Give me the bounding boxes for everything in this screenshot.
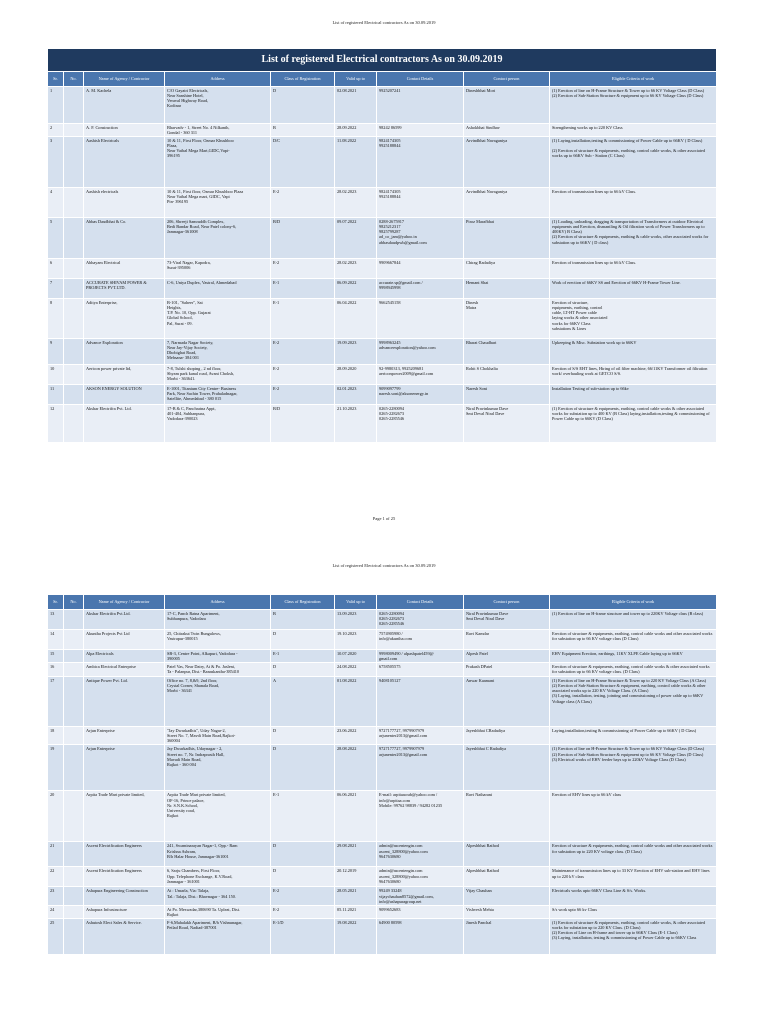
cell-class: E-1/D <box>271 918 335 954</box>
cell-contact: 99249 33248 vijaychauhan8572@gmail.com, info@ashapuragroup.net <box>377 887 464 905</box>
cell-person: Piroz Marafbhai <box>464 218 550 259</box>
cell-contact: 9099097799 naresh.soni@aksonenergy.in <box>377 385 464 405</box>
table-row <box>48 87 717 124</box>
cell-person: Jinesh Panchal <box>464 918 550 954</box>
cell-person: Ravi Natharani <box>464 791 550 842</box>
table-row <box>48 745 717 791</box>
cell-name: Arjun Enterprise <box>84 745 165 791</box>
cell-criteria: (1) Erection of line on H-Frame Structure & Tower up to 66 KV Voltage Class (D Class) (2) Erection of Sub-Station Structure & equipment up to 66 KV Voltage Class (D Class) (3) Electrical works of EHV feeder bays up to 220kV Voltage Class (D Class) <box>550 745 717 791</box>
cell-class: B/D <box>271 405 335 443</box>
cell-no <box>64 663 84 677</box>
cell-valid: 13.09.2023 <box>335 610 377 630</box>
cell-class: B <box>271 124 335 137</box>
cell-sr: 5 <box>48 218 64 259</box>
cell-name: Arpita Trade Mart private limited, <box>84 791 165 842</box>
cell-address: Jay Dwarkadhis, Udaynagar - 2, Street no. 7, Nr. Indraprasth Hall, Mavadi Main Road, Rajkot - 360 004 <box>165 745 271 791</box>
cell-valid: 28.05.2021 <box>335 887 377 905</box>
column-header-row <box>48 72 717 87</box>
cell-person: Arvindbhai Navaganiya <box>464 137 550 188</box>
cell-person: Alpeshbhai Rathod <box>464 842 550 867</box>
cell-address: Office no. 7, 8,&9, 2nd floor, Crystal Corner, Shanala Road, Morbi - 36341 <box>165 677 271 727</box>
cell-no <box>64 259 84 279</box>
table-row <box>48 218 717 259</box>
cell-name: Ambica Electrical Enterprise <box>84 663 165 677</box>
cell-address: C-6, Uniya Duplex, Vastral, Ahmedabad <box>165 279 271 299</box>
cell-contact: 92-9980313, 9925209681 aericonpower2009@gmail.com <box>377 365 464 385</box>
cell-address: C/O Gayatri Electricals, Near Sanshine Hotel, Veraval Highway Road, Kodinar <box>165 87 271 124</box>
table-row <box>48 385 717 405</box>
column-header-criteria: Eligible Criteria of work <box>550 595 717 610</box>
table-row <box>48 663 717 677</box>
cell-class: A <box>271 677 335 727</box>
cell-criteria: Erection of structure & equipments, earthing, control cable works and other associated works for substation up to 220 KV voltage class. (D Class) <box>550 842 717 867</box>
cell-name: Ascent Electrification Engineers <box>84 842 165 867</box>
cell-contact: 9408105127 <box>377 677 464 727</box>
column-header-contact: Contact Details <box>377 72 464 87</box>
cell-name: Akuntha Projects Pvt Ltd <box>84 630 165 650</box>
column-header-name: Name of Agency / Contractor <box>84 72 165 87</box>
cell-name: Ashapura Engineering Construction <box>84 887 165 905</box>
cell-name: Ashutosh Elect Sales & Service. <box>84 918 165 954</box>
cell-address: At : Umarla, Via: Talaja, Tal.: Talaja, Dist.: Bhavnagar - 364 150. <box>165 887 271 905</box>
cell-person: Alpesh Patel <box>464 650 550 663</box>
cell-person: Alpeshbhai Rathod <box>464 867 550 887</box>
cell-sr: 6 <box>48 259 64 279</box>
column-header-no: No. <box>64 595 84 610</box>
page-header-2: List of registered Electrical contractors As on 30.09.2019 <box>332 563 436 568</box>
column-header-no: No. <box>64 72 84 87</box>
column-header-class: Class of Registration <box>271 595 335 610</box>
cell-valid: 09.07.2022 <box>335 218 377 259</box>
cell-person: Vijay Chauhan <box>464 887 550 905</box>
cell-sr: 14 <box>48 630 64 650</box>
cell-valid: 29.08.2021 <box>335 842 377 867</box>
cell-no <box>64 279 84 299</box>
cell-no <box>64 745 84 791</box>
table-row <box>48 279 717 299</box>
column-header-criteria: Eligible Criteria of work <box>550 72 717 87</box>
cell-contact: E-mail: arpitaacrab@yahoo.com / info@arpitaa.com Mobile: 99762 98839 / 94282 01235 <box>377 791 464 842</box>
column-header-valid: Valid up to <box>335 72 377 87</box>
cell-name: AKSON ENERGY SOLUTION <box>84 385 165 405</box>
cell-person: Dinesh Matra <box>464 299 550 339</box>
cell-criteria: (1) Erection of line on H-Frame Structure & Tower up to 66 KV Voltage Class (D Class) (2) Erection of Sub-Station Structure & equipment up to 66 KV Voltage Class (D Class) <box>550 87 717 124</box>
table-row <box>48 867 717 887</box>
cell-contact: 9662545158 <box>377 299 464 339</box>
cell-criteria: (1) Loading, unloading, dragging & transportation of Transformers at outdoor Electrical equipments and Erection, dismantling & Oil filtration work of Power Transformers up to 400KV) B Class) (2) Erection of structure & equipments, earthing & cable works, other associated works for substation up to 66KV ( D class) <box>550 218 717 259</box>
cell-sr: 9 <box>48 339 64 365</box>
cell-criteria: Erection of transmission lines up to 66 kV Class. <box>550 188 717 218</box>
cell-valid: 02.08.2021 <box>335 87 377 124</box>
column-header-address: Address <box>165 595 271 610</box>
cell-sr: 2 <box>48 124 64 137</box>
cell-class: D <box>271 867 335 887</box>
cell-contact: 98242 86599 <box>377 124 464 137</box>
cell-address: 7-8, Tulshi shoping , 2 nd floor, Shyam park kanal road, Avani Choksh, Morbi - 363641. <box>165 365 271 385</box>
cell-address: Bharvadv - 1, Street No. 4 Nilkanth, Gondal - 360 311 <box>165 124 271 137</box>
cell-valid: 24.08.2022 <box>335 663 377 677</box>
cell-sr: 3 <box>48 137 64 188</box>
column-header-row <box>48 595 717 610</box>
cell-criteria: Maintenance of transmission lines up to 33 KV Erection of EHV sub-station and EHV lines up to 220 kV class <box>550 867 717 887</box>
cell-name: Ascent Electrification Engineers <box>84 867 165 887</box>
cell-contact: 9998963245 advanceexploration@yahoo.com <box>377 339 464 365</box>
cell-person: Prakash DPatel <box>464 663 550 677</box>
cell-name: Aericon power private ltd, <box>84 365 165 385</box>
cell-contact: 9727177727, 9979907979 arjunenter2013@gmail.com <box>377 727 464 745</box>
column-header-person: Contact person <box>464 72 550 87</box>
column-header-sr: Sr. <box>48 595 64 610</box>
cell-name: Aashish electricals <box>84 188 165 218</box>
cell-person: Bharat Chaudhari <box>464 339 550 365</box>
cell-class: D/C <box>271 137 335 188</box>
cell-name: A. M. Kachela <box>84 87 165 124</box>
cell-criteria: (1) Erection of structure & equipments, earthing, control cable works, & other associated works for substation up to 220 KV Class. (D Class) (2) Erection of Line on H-frame and tower up to 66KV Class (E-1 Class) (3) Laying, installation, testing & commissioning of Power Cable up to 66KV Class <box>550 918 717 954</box>
cell-contact: 9099652683 <box>377 905 464 918</box>
cell-criteria: Strengthening works up to 220 KV Class <box>550 124 717 137</box>
cell-no <box>64 791 84 842</box>
cell-criteria: (1) Laying,installation,testing & commissioning of Power Cable up to 66KV ( D Class) (2) Erection of structure & equipments, earthing, control cable works, & other associated works up to 66KV Sub - Station (C Class) <box>550 137 717 188</box>
table-row <box>48 905 717 918</box>
column-header-contact: Contact Details <box>377 595 464 610</box>
cell-no <box>64 218 84 259</box>
cell-sr: 15 <box>48 650 64 663</box>
cell-address: 17-C, Panch Ratna Apartment, Subhanpura, Vadodara <box>165 610 271 630</box>
cell-no <box>64 650 84 663</box>
cell-class: D <box>271 727 335 745</box>
cell-contact: 0265-2280094 0265-2282673 0265-2285546 <box>377 405 464 443</box>
cell-no <box>64 630 84 650</box>
cell-contact: 9998009490 / alpashpatel459@ gmail.com <box>377 650 464 663</box>
cell-contact: accurate.sp@gmail.com / 9998945998 <box>377 279 464 299</box>
cell-address: At Po. Meswadar,380690 Ta. Upleat, Dist. Rajkot <box>165 905 271 918</box>
cell-contact: 0265-2280094 0265-2282673 0265-2285546 <box>377 610 464 630</box>
cell-no <box>64 887 84 905</box>
cell-class: D <box>271 87 335 124</box>
cell-contact: 0288-2675917 9825212317 9825799287 ad_co_jam@yahoo.in abbasdaudpwb@gmail.com <box>377 218 464 259</box>
column-header-sr: Sr. <box>48 72 64 87</box>
cell-no <box>64 299 84 339</box>
table-row <box>48 339 717 365</box>
cell-contact: 9925207241 <box>377 87 464 124</box>
table-row <box>48 791 717 842</box>
table-row <box>48 677 717 727</box>
cell-sr: 11 <box>48 385 64 405</box>
cell-class: D <box>271 663 335 677</box>
cell-criteria: Installation Testing of sub-station up to 66kv <box>550 385 717 405</box>
cell-sr: 10 <box>48 365 64 385</box>
cell-contact: 9824174305 9925188844 <box>377 188 464 218</box>
table-row <box>48 188 717 218</box>
table-row <box>48 259 717 279</box>
cell-person: Ravi Kamdar <box>464 630 550 650</box>
cell-no <box>64 87 84 124</box>
cell-address: 73-Viral Nagar, Kapodra, Surat-395006 <box>165 259 271 279</box>
cell-sr: 20 <box>48 791 64 842</box>
cell-class: E-2 <box>271 385 335 405</box>
cell-valid: 28.02.2023 <box>335 188 377 218</box>
cell-class: E-1 <box>271 650 335 663</box>
table-row <box>48 137 717 188</box>
cell-address: 206, Shreeji Samruddh Complex, Bedi Bandar Road, Near Patel colony-6, Jamnagar-361008 <box>165 218 271 259</box>
cell-no <box>64 867 84 887</box>
cell-address: F-6,Mahalakh Apartment, B/h Vishnunagar, Petlad Road, Nadiad-387001 <box>165 918 271 954</box>
cell-name: Abhayam Electrical <box>84 259 165 279</box>
cell-class: E-2 <box>271 905 335 918</box>
cell-address: E-1001, Titanium City Centre- Business Park, Near Sachin Tower, Prahaladnagar, Satellite, Ahmedabad - 380 015 <box>165 385 271 405</box>
cell-person: Arvindbhai Navaganiya <box>464 188 550 218</box>
cell-valid: 19.08.2022 <box>335 918 377 954</box>
cell-sr: 18 <box>48 727 64 745</box>
column-header-valid: Valid up to <box>335 595 377 610</box>
cell-no <box>64 610 84 630</box>
cell-valid: 01.08.2022 <box>335 677 377 727</box>
cell-person: Chirag Radadiya <box>464 259 550 279</box>
page-header-1: List of registered Electrical contractors As on 30.09.2019 <box>332 20 436 25</box>
cell-valid: 20.12.2019 <box>335 867 377 887</box>
cell-contact: admin@ascentengin.com ascent_328800@yahoo.com 9647630680 <box>377 867 464 887</box>
cell-person: Niral Pravinkumar Dave Smt Deval Niral Dave <box>464 405 550 443</box>
table-row <box>48 650 717 663</box>
cell-sr: 25 <box>48 918 64 954</box>
cell-criteria: (1) Erection of line on H-Frame Structure & Tower up to 220 KV Voltage Class (A Class) (2) Erection of Sub-Station Structure & equipment, earthing, control cable works & other associated works up to 220 KV Voltage Class. (A Class) (3) Laying, installation, testing, jointing and commissioning of power cable up to 66KV Voltage class (A Class) <box>550 677 717 727</box>
cell-valid: 19.09.2023 <box>335 339 377 365</box>
cell-valid: 28.09.2022 <box>335 124 377 137</box>
cell-sr: 16 <box>48 663 64 677</box>
cell-valid: 28.08.2022 <box>335 745 377 791</box>
table-row <box>48 887 717 905</box>
cell-sr: 19 <box>48 745 64 791</box>
cell-class: E-2 <box>271 339 335 365</box>
cell-name: ACCURATE SHIVAM POWER & PROJECTS PVT.LTD. <box>84 279 165 299</box>
cell-sr: 1 <box>48 87 64 124</box>
cell-sr: 24 <box>48 905 64 918</box>
cell-sr: 21 <box>48 842 64 867</box>
cell-person: Hemant Shai <box>464 279 550 299</box>
cell-class: E-1 <box>271 279 335 299</box>
cell-person: Niral Pravinkumar Dave Smt Deval Niral Dave <box>464 610 550 630</box>
cell-criteria: Erection of structure, equipments, earthing, control cable, LT-HT Power cable laying works & other associated works for 66KV Class substations & Lines <box>550 299 717 339</box>
cell-person: Jayeshbhai C Radadiya <box>464 745 550 791</box>
cell-sr: 12 <box>48 405 64 443</box>
cell-name: Akshar Electrifra Pvt. Ltd. <box>84 405 165 443</box>
table-row <box>48 630 717 650</box>
cell-name: Aditya Enterprise, <box>84 299 165 339</box>
cell-class: E-2 <box>271 887 335 905</box>
cell-criteria: Erection of S/S EHT lines, Hiring of oil filter machine, 66/11KV Transformer oil filtration work/ overhauling work at GETCO S/S. <box>550 365 717 385</box>
cell-criteria: (1) Erection of structure & equipments, earthing, control cable works & other associated works for substation up to 400 KV (B Class) laying,installation,testing & commissioning of Power Cable up to 66KV (D Class) <box>550 405 717 443</box>
cell-name: Arjun Enterprise <box>84 727 165 745</box>
cell-person: Vishvesh Mehta <box>464 905 550 918</box>
cell-valid: 02.01.2023 <box>335 385 377 405</box>
cell-valid: 06.06.2021 <box>335 791 377 842</box>
contractors-table-page-1 <box>47 48 717 443</box>
cell-no <box>64 677 84 727</box>
cell-address: Arpita Trade Mart private limited, OF-16, Prince palace, Nr. S.N.K.School, University road, Rajkot <box>165 791 271 842</box>
cell-criteria: Erection of transmission lines up to 66 kV Class. <box>550 259 717 279</box>
cell-person: Jayeshbhai CRadadiya <box>464 727 550 745</box>
cell-person: Rohit S Chokhalia <box>464 365 550 385</box>
cell-person: Ashokbhai Sindhav <box>464 124 550 137</box>
cell-class: B/D <box>271 218 335 259</box>
cell-address: 6, Sarju Chambers, First Floor, Opp. Telephone Exchange, K.V.Road, Jamnagar - 361001 <box>165 867 271 887</box>
cell-person: Dineshbhai Mori <box>464 87 550 124</box>
cell-address: 241, Swaminarayan Nagar-1, Opp.- Ram Krishna Ashram, B/h Halar House, Jamnagar-361001 <box>165 842 271 867</box>
contractors-table-page-2 <box>47 594 717 955</box>
cell-name: Aashish Electricals <box>84 137 165 188</box>
cell-class: E-1 <box>271 791 335 842</box>
cell-valid: 11.08.2022 <box>335 137 377 188</box>
cell-address: 17-B & C, Panchratna Appt, 401-404, Subhanpura, Vadodara-390023 <box>165 405 271 443</box>
column-header-address: Address <box>165 72 271 87</box>
cell-valid: 23.06.2022 <box>335 727 377 745</box>
cell-valid: 28.09.2020 <box>335 365 377 385</box>
cell-no <box>64 339 84 365</box>
cell-no <box>64 918 84 954</box>
cell-sr: 7 <box>48 279 64 299</box>
table-row <box>48 405 717 443</box>
cell-no <box>64 124 84 137</box>
cell-address: 7, Narmada Nagar Society, Near Jay-Vijay Society, Dhobighat Road, Mehsana- 384 001 <box>165 339 271 365</box>
cell-name: Advance Exploration <box>84 339 165 365</box>
cell-name: A. F. Construction <box>84 124 165 137</box>
cell-contact: 7574905980 / info@akuntha.com <box>377 630 464 650</box>
table-row <box>48 727 717 745</box>
cell-no <box>64 405 84 443</box>
table-row <box>48 610 717 630</box>
cell-valid: 28.02.2023 <box>335 259 377 279</box>
cell-sr: 13 <box>48 610 64 630</box>
cell-no <box>64 365 84 385</box>
cell-criteria: Erection of structure & equipments, earthing, control cable works and other associated works for substation up to 66 KV voltage class (D Class) <box>550 630 717 650</box>
cell-address: 10 & 11, First floor, Ozmar Khushboo Plaza Near Vaibal Mega mart, GIDC, Vapi Pin- 396195 <box>165 188 271 218</box>
cell-sr: 4 <box>48 188 64 218</box>
cell-person: Anwar Kaamani <box>464 677 550 727</box>
page-footer: Page 1 of 25 <box>372 516 396 521</box>
cell-criteria: (1) Erection of line on H-frame structure and tower up to 220KV Voltage class (B class) <box>550 610 717 630</box>
cell-criteria: EHV Equipment Erection, earthings, 11KV XLPE Cable laying up to 66KV <box>550 650 717 663</box>
cell-criteria: Erection of structure & equipments, earthing, control cable works & other associated works for substation up to 66 KV voltage class. (D Class) <box>550 663 717 677</box>
table-title: List of registered Electrical contractors As on 30.09.2019 <box>48 49 717 72</box>
cell-valid: 10.07.2020 <box>335 650 377 663</box>
cell-contact: 9727177727, 9979907979 arjunenter2013@gmail.com <box>377 745 464 791</box>
cell-no <box>64 727 84 745</box>
cell-contact: 9909667844 <box>377 259 464 279</box>
cell-sr: 23 <box>48 887 64 905</box>
cell-valid: 05.11.2021 <box>335 905 377 918</box>
cell-class: D <box>271 745 335 791</box>
cell-sr: 22 <box>48 867 64 887</box>
cell-name: Akshar Electrifra Pvt.Ltd. <box>84 610 165 630</box>
cell-class: E-2 <box>271 259 335 279</box>
cell-contact: 64900 80598 <box>377 918 464 954</box>
cell-no <box>64 842 84 867</box>
cell-address: B-101, "Saheer", Sai Heights, T.P. No. 10, Opp. Gujarat Global School, Pal, Surat - 09. <box>165 299 271 339</box>
cell-address: "Jay Dwarkadhis", Uday Nagar-2, Street No. 7, Mavdi Main Road,Rajkot- 360004 <box>165 727 271 745</box>
cell-criteria: Upkeeping & Misc. Substation work up to 66KV <box>550 339 717 365</box>
cell-contact: 9824174305 9925188844 <box>377 137 464 188</box>
table-row <box>48 918 717 954</box>
cell-contact: admin@ascentengin.com ascent_328800@yahoo.com 9647630680 <box>377 842 464 867</box>
cell-address: 25, Chitrakut Twin Bungalows, Vastrapur-380015 <box>165 630 271 650</box>
table-row <box>48 299 717 339</box>
cell-valid: 19.10.2023 <box>335 630 377 650</box>
cell-contact: 6758505575 <box>377 663 464 677</box>
cell-criteria: Work of erection of 66KV SS and Erection of 66KV H-Frame Tower Line. <box>550 279 717 299</box>
cell-name: Abbas Daudbhai & Co. <box>84 218 165 259</box>
column-header-name: Name of Agency / Contractor <box>84 595 165 610</box>
cell-no <box>64 137 84 188</box>
cell-class: E-2 <box>271 365 335 385</box>
cell-person: Naresh Soni <box>464 385 550 405</box>
cell-address: Patel Vas, Near Dairy, At & Po. Jasleni, Ta - Palanpur, Dist.- Banaskantha-385410 <box>165 663 271 677</box>
cell-name: Ashapura Infrastructure <box>84 905 165 918</box>
cell-criteria: Electricals works upto 66KV Class Line & S/s. Works. <box>550 887 717 905</box>
table-row <box>48 842 717 867</box>
cell-sr: 17 <box>48 677 64 727</box>
cell-sr: 8 <box>48 299 64 339</box>
cell-valid: 06.04.2022 <box>335 299 377 339</box>
cell-name: Alpa Electricals <box>84 650 165 663</box>
cell-class: E-2 <box>271 188 335 218</box>
cell-class: D <box>271 842 335 867</box>
cell-criteria: S/s work upto 66 kv Class <box>550 905 717 918</box>
table-row <box>48 124 717 137</box>
cell-class: E-1 <box>271 299 335 339</box>
cell-no <box>64 385 84 405</box>
column-header-class: Class of Registration <box>271 72 335 87</box>
cell-name: Antique Power Pvt. Ltd. <box>84 677 165 727</box>
cell-address: SB-3, Centre Point, Alkapuri, Vadodara - 390005 <box>165 650 271 663</box>
cell-no <box>64 905 84 918</box>
cell-no <box>64 188 84 218</box>
cell-criteria: Laying,installation,testing & commissioning of Power Cable up to 66KV ( D Class) <box>550 727 717 745</box>
cell-valid: 06.09.2022 <box>335 279 377 299</box>
table-row <box>48 365 717 385</box>
cell-address: 10 & 11, First Floor, Ozmar Khushboo Plaza, Near Vaibal Mega Mart,GIDC,Vapi- 396195 <box>165 137 271 188</box>
cell-criteria: Erection of EHV lines up to 66 kV class <box>550 791 717 842</box>
cell-class: B <box>271 610 335 630</box>
cell-valid: 21.10.2023 <box>335 405 377 443</box>
column-header-person: Contact person <box>464 595 550 610</box>
cell-class: D <box>271 630 335 650</box>
